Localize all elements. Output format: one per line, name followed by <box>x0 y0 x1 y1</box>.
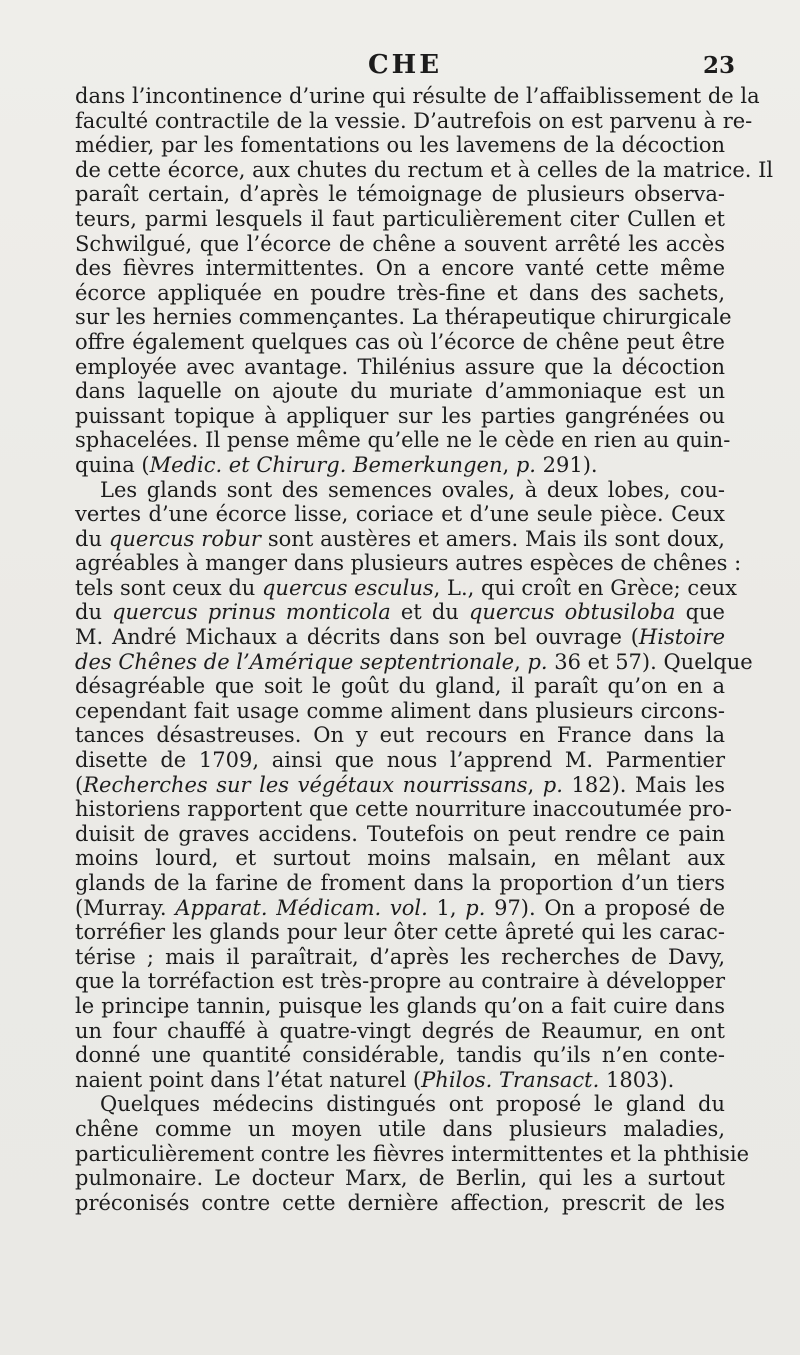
text-line: donné une quantité considérable, tandis qu’ils n’en conte- <box>75 1043 725 1068</box>
text-line: désagréable que soit le goût du gland, il paraît qu’on en a <box>75 674 725 699</box>
text-line: glands de la farine de froment dans la proportion d’un tiers <box>75 871 725 895</box>
text-line: employée avec avantage. Thilénius assure que la décoction <box>75 354 725 379</box>
text-line: paraît certain, d’après le témoignage de plusieurs observa- <box>75 182 725 207</box>
text-line: naient point dans l’état naturel (Philos. Transact. 1803). <box>75 1067 675 1092</box>
running-head <box>75 46 735 86</box>
page-number: 23 <box>702 52 735 79</box>
text-line: offre également quelques cas où l’écorce de chêne peut être <box>75 329 725 354</box>
text-line: que la torréfaction est très-propre au contraire à développer <box>75 969 725 994</box>
text-line: tances désastreuses. On y eut recours en France dans la <box>75 723 725 748</box>
running-title: CHE <box>367 50 443 80</box>
text-line: préconisés contre cette dernière affection, prescrit de les <box>75 1190 725 1215</box>
text-line: teurs, parmi lesquels il faut particulièrement citer Cullen et <box>75 206 725 231</box>
text-line: sphacelées. Il pense même qu’elle ne le cède en rien au quin- <box>75 428 731 453</box>
text-line: Quelques médecins distingués ont proposé le gland du <box>100 1092 725 1117</box>
text-line: de cette écorce, aux chutes du rectum et à celles de la matrice. Il <box>75 157 774 182</box>
text-line: Schwilgué, que l’écorce de chêne a souvent arrêté les accès <box>75 231 725 256</box>
text-line: des fièvres intermittentes. On a encore vanté cette même <box>75 256 725 281</box>
text-line: cependant fait usage comme aliment dans plusieurs circons- <box>75 698 725 723</box>
text-line: faculté contractile de la vessie. D’autrefois on est parvenu à re- <box>75 108 753 133</box>
text-line: (Recherches sur les végétaux nourrissans, p. 182). Mais les <box>75 772 725 797</box>
text-line: torréfier les glands pour leur ôter cette âpreté qui les carac- <box>75 920 725 945</box>
text-line: pulmonaire. Le docteur Marx, de Berlin, qui les a surtout <box>75 1166 725 1191</box>
text-line: du quercus prinus monticola et du quercus obtusiloba que <box>75 600 725 625</box>
text-line: (Murray. Apparat. Médicam. vol. 1, p. 97). On a proposé de <box>75 895 726 920</box>
text-line: térise ; mais il paraîtrait, d’après les recherches de Davy, <box>75 944 725 969</box>
text-line: des Chênes de l’Amérique septentrionale, p. 36 et 57). Quelque <box>75 649 753 674</box>
text-line: vertes d’une écorce lisse, coriace et d’une seule pièce. Ceux <box>75 502 725 527</box>
text-line: dans l’incontinence d’urine qui résulte de l’affaiblissement de la <box>75 84 760 108</box>
text-line: écorce appliquée en poudre très-fine et dans des sachets, <box>75 280 725 305</box>
text-line: disette de 1709, ainsi que nous l’apprend M. Parmentier <box>75 748 725 773</box>
text-line: agréables à manger dans plusieurs autres espèces de chênes : <box>75 551 742 576</box>
text-line: duisit de graves accidens. Toutefois on peut rendre ce pain <box>75 821 725 846</box>
text-line: médier, par les fomentations ou les lavemens de la décoction <box>75 133 725 158</box>
text-line: un four chauffé à quatre-vingt degrés de Reaumur, en ont <box>75 1018 725 1043</box>
text-line: le principe tannin, puisque les glands qu’on a fait cuire dans <box>75 993 725 1018</box>
text-line: puissant topique à appliquer sur les parties gangrénées ou <box>75 403 725 428</box>
text-line: quina (Medic. et Chirurg. Bemerkungen, p. 291). <box>75 452 598 477</box>
text-line: sur les hernies commençantes. La thérapeutique chirurgicale <box>75 305 732 330</box>
text-line: M. André Michaux a décrits dans son bel ouvrage (Histoire <box>75 625 725 650</box>
text-line: chêne comme un moyen utile dans plusieurs maladies, <box>75 1116 725 1141</box>
text-line: du quercus robur sont austères et amers. Mais ils sont doux, <box>75 526 725 551</box>
text-line: dans laquelle on ajoute du muriate d’ammoniaque est un <box>75 379 725 404</box>
text-line: tels sont ceux du quercus esculus, L., qui croît en Grèce; ceux <box>75 575 737 600</box>
body-text <box>75 84 774 1215</box>
text-line: Les glands sont des semences ovales, à deux lobes, cou- <box>100 477 725 502</box>
text-line: historiens rapportent que cette nourriture inaccoutumée pro- <box>75 797 732 822</box>
text-line: particulièrement contre les fièvres intermittentes et la phthisie <box>75 1141 750 1166</box>
text-line: moins lourd, et surtout moins malsain, en mêlant aux <box>75 846 725 871</box>
